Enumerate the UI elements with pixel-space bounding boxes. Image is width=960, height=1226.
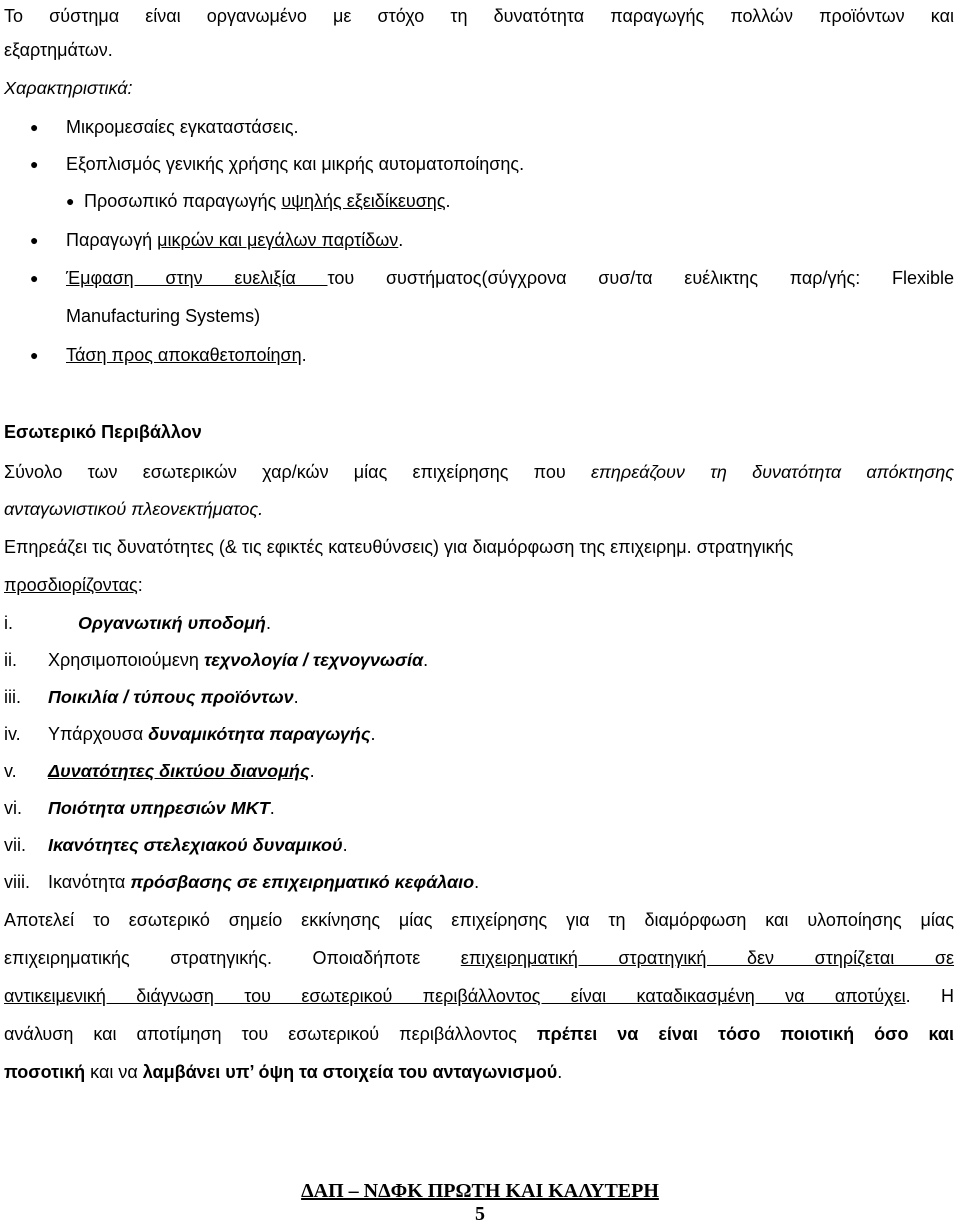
feature-item-4-end: . bbox=[398, 230, 404, 250]
factor-end: . bbox=[269, 798, 275, 818]
conclusion-bold: λαμβάνει υπ’ όψη τα στοιχεία του ανταγωνισμού bbox=[142, 1062, 558, 1082]
conclusion-bold: πρέπει να είναι τόσο ποιοτική όσο και bbox=[536, 1024, 954, 1044]
factor-end: . bbox=[423, 650, 429, 670]
section-heading bbox=[4, 413, 954, 451]
definition-line-2 bbox=[4, 490, 954, 528]
feature-item-5 bbox=[66, 259, 954, 297]
conclusion-line-1 bbox=[4, 901, 954, 939]
bullet-icon: ● bbox=[30, 232, 39, 248]
conclusion-text: Αποτελεί το εσωτερικό σημείο εκκίνησης μίας επιχείρησης για τη διαμόρφωση και υλοποίησης μίας bbox=[4, 910, 954, 930]
intro-text-cont: εξαρτημάτων. bbox=[4, 40, 113, 60]
factor-item bbox=[4, 863, 479, 901]
bullet-icon: ● bbox=[30, 119, 39, 135]
definition-italic-cont: ανταγωνιστικού πλεονεκτήματος. bbox=[4, 499, 264, 519]
conclusion-text: . bbox=[557, 1062, 563, 1082]
feature-item-6-underlined: Τάση προς αποκαθετοποίηση bbox=[66, 345, 302, 365]
factor-bold: τεχνολογία / τεχνογνωσία bbox=[203, 650, 424, 670]
factor-end: . bbox=[265, 613, 271, 633]
bullet-icon: ● bbox=[66, 193, 75, 209]
factor-item bbox=[4, 641, 428, 679]
feature-item-3 bbox=[84, 182, 451, 220]
affects-line-1 bbox=[4, 528, 954, 566]
factor-bold: Ποιότητα υπηρεσιών ΜΚΤ bbox=[48, 798, 270, 818]
section-heading-text: Εσωτερικό Περιβάλλον bbox=[4, 422, 202, 442]
intro-line-1 bbox=[4, 0, 954, 35]
factor-bold: δυναμικότητα παραγωγής bbox=[148, 724, 371, 744]
factor-item bbox=[4, 715, 376, 753]
definition-line-1 bbox=[4, 453, 954, 491]
feature-item-6-end: . bbox=[301, 345, 307, 365]
factor-bold: Ποικιλία / τύπους προϊόντων bbox=[48, 687, 294, 707]
feature-item-4-underlined: μικρών και μεγάλων παρτίδων bbox=[157, 230, 399, 250]
factor-item bbox=[4, 678, 299, 716]
definition-text: Σύνολο των εσωτερικών χαρ/κών μίας επιχείρησης που bbox=[4, 462, 591, 482]
feature-item-5-line-2: Manufacturing Systems) bbox=[66, 306, 261, 326]
conclusion-line-5 bbox=[4, 1053, 954, 1091]
factor-bold: Οργανωτική υποδομή bbox=[78, 613, 266, 633]
factor-number: ii. bbox=[4, 650, 17, 670]
factor-bold: Δυνατότητες δικτύου διανομής bbox=[48, 761, 310, 781]
feature-item-6 bbox=[66, 336, 307, 374]
features-label-text: Χαρακτηριστικά: bbox=[4, 78, 133, 98]
factor-item bbox=[4, 604, 271, 642]
conclusion-text: ανάλυση και αποτίμηση του εσωτερικού περιβάλλοντος bbox=[4, 1024, 537, 1044]
factor-end: . bbox=[474, 872, 480, 892]
factor-number: i. bbox=[4, 613, 13, 633]
feature-item-3-end: . bbox=[445, 191, 451, 211]
affects-colon: : bbox=[137, 575, 143, 595]
factor-number: iii. bbox=[4, 687, 21, 707]
factor-number: vii. bbox=[4, 835, 26, 855]
factor-number: vi. bbox=[4, 798, 22, 818]
factor-end: . bbox=[293, 687, 299, 707]
factor-item bbox=[4, 752, 315, 790]
factor-item bbox=[4, 789, 275, 827]
factor-text: Ικανότητα bbox=[48, 872, 131, 892]
conclusion-bold: ποσοτική bbox=[4, 1062, 86, 1082]
footer-title: ΔΑΠ – ΝΔΦΚ ΠΡΩΤΗ ΚΑΙ ΚΑΛΥΤΕΡΗ bbox=[301, 1180, 659, 1202]
intro-text: Το σύστημα είναι οργανωμένο με στόχο τη δυνατότητα παραγωγής πολλών προϊόντων και bbox=[4, 6, 954, 26]
factor-text: Χρησιμοποιούμενη bbox=[48, 650, 204, 670]
factor-number: viii. bbox=[4, 872, 30, 892]
conclusion-underlined: επιχειρηματική στρατηγική δεν στηρίζεται σε bbox=[460, 948, 955, 968]
conclusion-underlined: αντικειμενική διάγνωση του εσωτερικού περιβάλλοντος είναι καταδικασμένη να αποτύχει bbox=[4, 986, 906, 1006]
affects-line-2 bbox=[4, 566, 954, 604]
conclusion-line-3 bbox=[4, 977, 954, 1015]
feature-item-5-underlined: Έμφαση στην ευελιξία bbox=[66, 268, 328, 288]
factor-end: . bbox=[309, 761, 315, 781]
feature-item-5-text: του συστήματος(σύγχρονα συσ/τα ευέλικτης παρ/γής: Flexible bbox=[327, 268, 954, 288]
feature-item-4-text: Παραγωγή bbox=[66, 230, 158, 250]
features-label bbox=[4, 69, 954, 107]
conclusion-line-4 bbox=[4, 1015, 954, 1053]
intro-line-2 bbox=[4, 31, 954, 69]
feature-item-2: Εξοπλισμός γενικής χρήσης και μικρής αυτοματοποίησης. bbox=[66, 154, 525, 174]
factor-bold: Ικανότητες στελεχιακού δυναμικού bbox=[48, 835, 343, 855]
affects-text: Επηρεάζει τις δυνατότητες (& τις εφικτές κατευθύνσεις) για διαμόρφωση της επιχειρημ. στρατηγικής bbox=[4, 537, 794, 557]
feature-item-4 bbox=[66, 221, 403, 259]
factor-number: v. bbox=[4, 761, 17, 781]
affects-underlined: προσδιορίζοντας bbox=[4, 575, 138, 595]
feature-item-1: Μικρομεσαίες εγκαταστάσεις. bbox=[66, 117, 299, 137]
conclusion-line-2 bbox=[4, 939, 954, 977]
bullet-icon: ● bbox=[30, 156, 39, 172]
factor-number: iv. bbox=[4, 724, 21, 744]
conclusion-text: . Η bbox=[905, 986, 954, 1006]
definition-italic: επηρεάζουν τη δυνατότητα απόκτησης bbox=[590, 462, 955, 482]
feature-item-3-text: Προσωπικό παραγωγής bbox=[84, 191, 282, 211]
factor-bold: πρόσβασης σε επιχειρηματικό κεφάλαιο bbox=[130, 872, 475, 892]
conclusion-text: και να bbox=[85, 1062, 143, 1082]
conclusion-text: επιχειρηματικής στρατηγικής. Οποιαδήποτε bbox=[4, 948, 461, 968]
factor-text: Υπάρχουσα bbox=[48, 724, 149, 744]
bullet-icon: ● bbox=[30, 270, 39, 286]
factor-item bbox=[4, 826, 348, 864]
feature-item-3-underlined: υψηλής εξειδίκευσης bbox=[281, 191, 446, 211]
factor-end: . bbox=[342, 835, 348, 855]
bullet-icon: ● bbox=[30, 347, 39, 363]
factor-end: . bbox=[370, 724, 376, 744]
page-number: 5 bbox=[475, 1203, 485, 1225]
